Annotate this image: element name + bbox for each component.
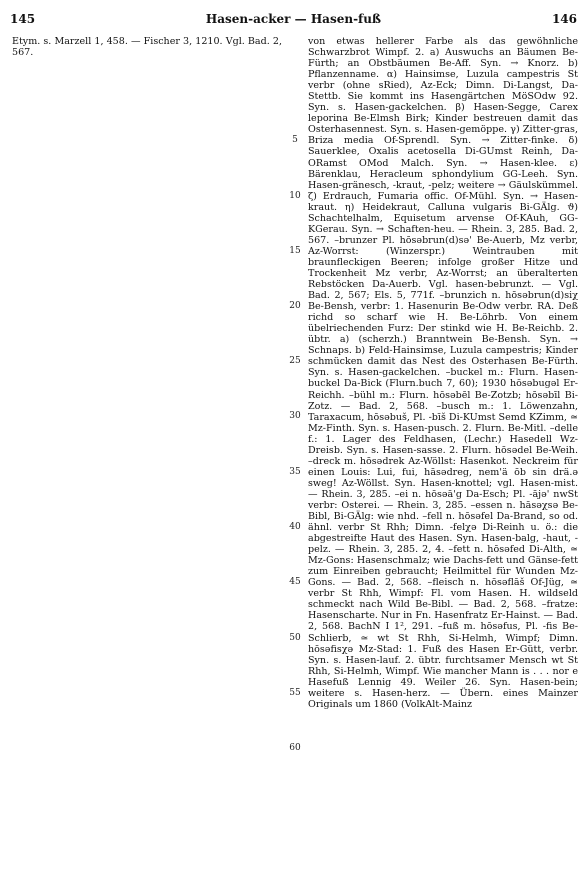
page-number-left: 145 xyxy=(10,12,36,26)
running-title: Hasen-acker — Hasen-fuß xyxy=(205,12,382,26)
line-number: 15 xyxy=(289,246,301,256)
line-number: 20 xyxy=(289,301,301,311)
line-number: 25 xyxy=(289,356,301,366)
line-number: 30 xyxy=(289,411,301,421)
line-number-gutter xyxy=(284,36,306,866)
line-number: 10 xyxy=(289,191,301,201)
left-column xyxy=(12,36,282,866)
line-number: 55 xyxy=(289,688,301,698)
line-number: 50 xyxy=(289,633,301,643)
right-column-text: von etwas hellerer Farbe als das gewöhnliche Schwarzbrot Wimpf. 2. a) Auswuchs an Bäumen Be-Fürth; an Obstbäumen Be-Aff. Syn. → Knorz. b) Pflanzenname. α) Hainsimse, Luzula campestris St verbr (ohne sRied), Az-Eck; Dimn. Di-Langst, Da-Stettb. Sie kommt ins Hasengärtchen MöSOdw 92. Syn. s. Hasen-gackelchen. β) Hasen-Segge, Carex leporina Be-Elmsh Birk; Kinder bestreuen damit das Osterhasennest. Syn. s. Hasen-gemöppe. γ) Zitter-gras, Briza media Of-Sprendl. Syn. → Zitter-finke. δ) Sauerklee, Oxalis acetosella Di-GUmst Reinh, Da-ORamst OMod Malch. Syn. → Hasen-klee. ε) Bärenklau, Heracleum sphondylium GG-Leeh. Syn. Hasen-gränesch, -kraut, -pelz; weitere → Gäulskümmel. ζ) Erdrauch, Fumaria offic. Of-Mühl. Syn. → Hasen-kraut. η) Heidekraut, Calluna vulgaris Bi-GÄlg. ϑ) Schachtelhalm, Equisetum arvense Of-KAuh, GG-KGerau. Syn. → Schaften-heu. — Rhein. 3, 285. Bad. 2, 567. –brunzer Pl. hōsəbrun(d)sə' Be-Auerb, Mz verbr, Az-Worrst: (Winzerspr.) Weintrauben mit braunfleckigen Beeren; infolge großer Hitze und Trockenheit Mz verbr, Az-Worrst; an überalterten Rebstöcken Da-Auerb. Vgl. hasen-bebrunzt. — Vgl. Bad. 2, 567; Els. 5, 771f. –brunzich n. hōsəbrun(d)siχ Be-Bensh, verbr: 1. Hasenurin Be-Odw verbr. RA. Deß richd so scharf wie H. Be-Löhrb. Von einem übelriechenden Furz: Der stinkd wie H. Be-Reichb. 2. übtr. a) (scherzh.) Branntwein Be-Bensh. Syn. → Schnaps. b) Feld-Hainsimse, Luzula campestris; Kinder schmücken damit das Nest des Osterhasen Be-Fürth. Syn. s. Hasen-gackelchen. –buckel m.: Flurn. Hasen-buckel Da-Bick (Flurn.buch 7, 60); 1930 hōsəbugəl Er-Reichh. –bühl m.: Flurn. hōsəbēl Be-Zotzb; hōsəbīl Bi-Zotz. — Bad. 2, 568. –busch m.: 1. Löwenzahn, Taraxacum, hōsəbuš, Pl. -bīš Di-KUmst Semd KZimm, ≃ Mz-Finth. Syn. s. Hasen-pusch. 2. Flurn. Be-Mitl. –delle f.: 1. Lager des Feldhasen, (Lechr.) Hasedell Wz-Dreisb. Syn. s. Hasen-sasse. 2. Flurn. hōsədel Be-Weih. –dreck m. hōsədrek Az-Wöllst: Hasenkot. Neckreim für einen Louis: Lui, fui, hāsədreg, nem'ä ōb sin drä.ə sweg! Az-Wöllst. Syn. Hasen-knottel; vgl. Hasen-mist. — Rhein. 3, 285. –ei n. hōsəā'g Da-Esch; Pl. -ājə' nwSt verbr: Osterei. — Rhein. 3, 285. –essen n. hāsəχsə Be-Bibl, Bi-GÄlg: wie nhd. –fell n. hōsəfel Da-Brand, so od. ähnl. verbr St Rhh; Dimn. -felχə Di-Reinh u. ö.: die abgestreifte Haut des Hasen. Syn. Hasen-balg, -haut, -pelz. — Rhein. 3, 285. 2, 4. –fett n. hōsəfed Di-Alth, ≃ Mz-Gons: Hasenschmalz; wie Dachs-fett und Gänse-fett zum Einreiben gebraucht; Heilmittel für Wunden Mz-Gons. — Bad. 2, 568. –fleisch n. hōsəflāš Of-Jüg, ≃ verbr St Rhh, Wimpf: Fl. vom Hasen. H. wildseld schmeckt nach Wild Be-Bibl. — Bad. 2, 568. –fratze: Hasenscharte. Nur in Fn. Hasenfratz Er-Hainst. — Bad. 2, 568. BachN I 1², 291. –fuß m. hōsəfus, Pl. -fis Be-Schlierb, ≃ wt St Rhh, Si-Helmh, Wimpf; Dimn. hōsəfisχə Mz-Stad: 1. Fuß des Hasen Er-Gütt, verbr. Syn. s. Hasen-lauf. 2. übtr. furchtsamer Mensch wt St Rhh, Si-Helmh, Wimpf. Wie mancher Mann is . . . nor e Hasefuß Lennig 49. Weiler 26. Syn. Hasen-bein; weitere s. Hasen-herz. — Übern. eines Mainzer Originals um 1860 (VolkAlt-Mainz xyxy=(308,36,578,710)
line-number: 60 xyxy=(289,743,301,753)
line-number: 5 xyxy=(292,135,298,145)
line-number: 40 xyxy=(289,522,301,532)
page-header xyxy=(10,12,577,28)
left-column-text: Etym. s. Marzell 1, 458. — Fischer 3, 1210. Vgl. Bad. 2, 567. xyxy=(12,36,282,59)
right-column xyxy=(308,36,578,866)
line-number: 35 xyxy=(289,467,301,477)
line-number: 45 xyxy=(289,577,301,587)
page-number-right: 146 xyxy=(551,12,577,26)
